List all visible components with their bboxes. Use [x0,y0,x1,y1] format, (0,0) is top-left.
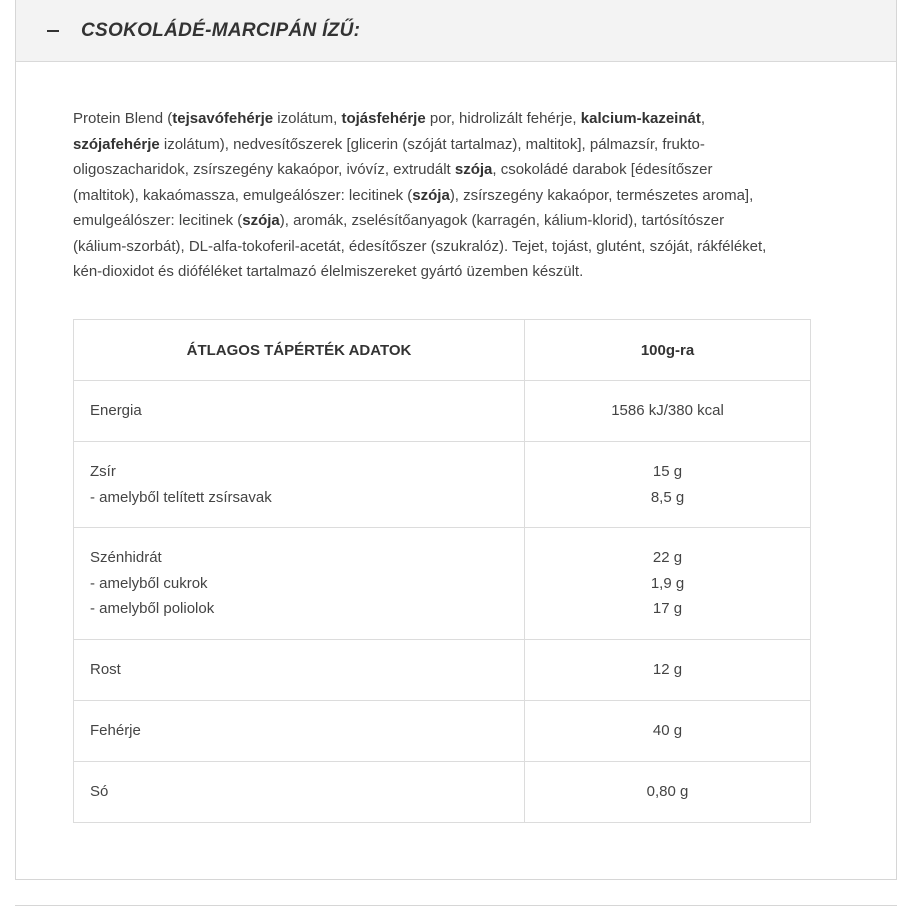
nutrient-value: 0,80 g [646,783,689,801]
header-nutrition-label: ÁTLAGOS TÁPÉRTÉK ADATOK [74,320,525,381]
nutrient-label: Rost [90,661,121,679]
nutrient-value: 15 g [652,463,683,480]
accordion-header[interactable] [16,0,896,62]
nutrient-label: Só [90,783,109,801]
nutrient-value-cell [525,442,811,528]
table-row [74,381,811,442]
nutrient-label: Fehérje [90,722,141,740]
nutrient-label: - amelyből poliolok [90,600,215,618]
nutrient-name-cell [74,701,525,762]
nutrient-label: Szénhidrát [90,549,162,567]
nutrient-value: 22 g [652,549,683,567]
collapse-minus-icon[interactable] [47,30,59,32]
ingredient-text: ), aromák, zselésítőanyagok (karragén, kálium-klorid), tartósítószer (kálium-szorbát), DL-alfa-tokoferil-acetát, édesítőszer (szukralóz). Tejet, tojást, glutént, szóját, rákféléket, kén-dioxidot és dióféléket tartalmazó élelmiszereket gyártó üzemben készült. [73,212,767,280]
table-row [74,762,811,823]
nutrient-name-cell [74,381,525,442]
table-row [74,640,811,701]
ingredient-text: , [700,110,706,127]
ingredient-text: izolátum), nedvesítőszerek [glicerin (szóját tartalmaz), maltitok], pálmazsír, frukto-oligoszacharidok, zsírszegény kakaópor, ivóvíz, extrudált [73,135,705,178]
nutrient-value-cell [525,381,811,442]
header-per-100g: 100g-ra [525,320,811,381]
nutrient-name-cell [74,762,525,823]
table-header-row [74,320,811,381]
section-title: CSOKOLÁDÉ-MARCIPÁN ÍZŰ: [81,19,361,41]
ingredient-text: ), zsírszegény kakaópor, természetes aroma], emulgeálószer: lecitinek ( [73,186,754,229]
nutrient-name-cell [74,528,525,640]
nutrient-value-cell [525,762,811,823]
table-row [74,701,811,762]
allergen-highlight: szója [412,186,450,204]
next-section-divider [15,905,897,906]
allergen-highlight: szója [242,212,280,229]
table-row [74,442,811,528]
allergen-highlight: tojásfehérje [341,110,426,127]
nutrient-label: - amelyből cukrok [90,574,208,592]
nutrient-value: 1,9 g [650,574,685,592]
nutrient-value: 1586 kJ/380 kcal [611,402,724,420]
allergen-highlight: tejsavófehérje [172,110,274,127]
ingredient-text: izolátum, [273,110,342,127]
nutrient-value-cell [525,701,811,762]
nutrient-value: 40 g [652,722,683,740]
nutrient-label: Zsír [90,463,116,480]
nutrient-name-cell [74,442,525,528]
ingredients-text [73,106,773,285]
nutrient-value-cell [525,528,811,640]
nutrient-value: 8,5 g [650,488,685,506]
nutrient-label: Energia [90,402,142,420]
nutrient-value: 17 g [652,600,683,618]
allergen-highlight: szója [454,161,493,178]
nutrient-value: 12 g [652,661,683,679]
nutrient-value-cell [525,640,811,701]
table-row [74,528,811,640]
ingredient-text: por, hidrolizált fehérje, [425,110,581,127]
allergen-highlight: szójafehérje [73,135,160,153]
nutrition-table [73,319,811,823]
ingredient-text: Protein Blend ( [73,110,173,127]
nutrient-name-cell [74,640,525,701]
ingredient-text: , csokoládé darabok [édesítőszer (maltitok), kakaómassza, emulgeálószer: lecitinek ( [73,161,713,204]
nutrient-label: - amelyből telített zsírsavak [90,488,272,506]
allergen-highlight: kalcium-kazeinát [580,110,701,127]
